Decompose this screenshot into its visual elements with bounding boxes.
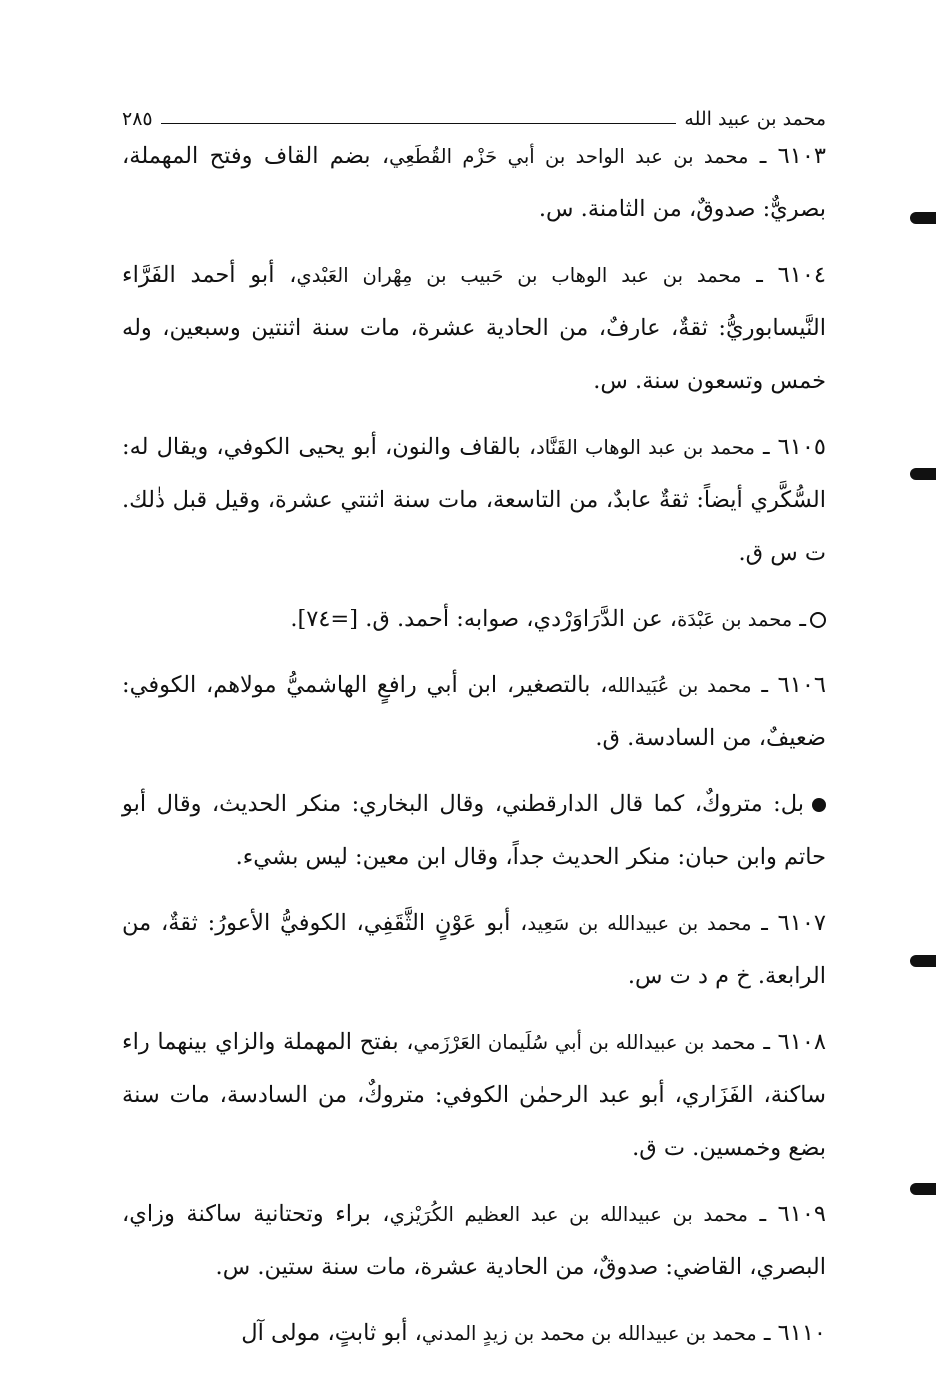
entry-name: محمد بن عبيدالله بن سَعِيد: [527, 912, 752, 935]
entry-name: محمد بن عبد الواحد بن أبي حَزْم القُطَعِي: [389, 145, 749, 168]
entry-text: ، أبو ثابتٍ، مولى آل: [241, 1320, 422, 1346]
scan-edge-mark: [910, 955, 936, 967]
scan-edge-mark: [910, 212, 936, 224]
entry-name: محمد بن عُبَيدالله: [607, 674, 752, 697]
entry-name: محمد بن عبيدالله بن أبي سُلَيمان العَرْزَمي: [413, 1031, 756, 1054]
entry-name: محمد بن عَبْدَة: [677, 608, 793, 631]
entry-text: ، براء وتحتانية ساكنة وزاي، البصري، القاضي: صدوقٌ، من الحادية عشرة، مات سنة ستين. س.: [122, 1201, 826, 1280]
entry-unnumbered-abdah: [122, 593, 826, 646]
entry-number: ٦١٠٦ ـ: [761, 672, 827, 698]
entry-text: ، بضم القاف وفتح المهملة، بصريٌّ: صدوقٌ، من الثامنة. س.: [122, 143, 826, 222]
entry-6109: [122, 1188, 826, 1294]
entry-number: ٦١٠٨ ـ: [763, 1029, 827, 1055]
editor-note: [122, 778, 826, 884]
entry-6110: [122, 1307, 826, 1360]
book-page: [122, 96, 826, 1373]
running-title: محمد بن عبيد الله: [684, 108, 826, 130]
entry-name: محمد بن عبيدالله بن محمد بن زيدٍ المدني: [421, 1322, 757, 1345]
entry-number: ٦١٠٥ ـ: [763, 434, 827, 460]
entry-text: ، بفتح المهملة والزاي بينهما راء ساكنة، الفَزَاري، أبو عبد الرحمٰن الكوفي: متروكٌ، من السادسة، مات سنة بضع وخمسين. ت ق.: [122, 1029, 826, 1161]
filled-bullet-icon: [812, 798, 826, 812]
entry-6103: [122, 130, 826, 236]
page-header: [122, 96, 826, 130]
entry-name: محمد بن عبد الوهاب بن حَبيب بن مِهْران العَبْدي: [296, 264, 742, 287]
scan-edge-mark: [910, 468, 936, 480]
entry-6108: [122, 1016, 826, 1175]
entry-6107: [122, 897, 826, 1003]
entry-6106: [122, 659, 826, 765]
entry-text: ، بالقاف والنون، أبو يحيى الكوفي، ويقال له: السُّكَّري أيضاً: ثقةٌ عابدٌ، من التاسعة، مات سنة اثنتي عشرة، وقيل قبل ذٰلك. ت س ق.: [122, 434, 826, 566]
header-rule: [161, 123, 677, 124]
entry-text: ، عن الدَّرَاوَرْدي، صوابه: أحمد. ق. [=٧٤].: [290, 606, 678, 632]
entry-number: ٦١٠٣ ـ: [759, 143, 826, 169]
entry-text: ، بالتصغير، ابن أبي رافعٍ الهاشميُّ مولاهم، الكوفي: ضعيفٌ، من السادسة. ق.: [122, 672, 826, 751]
entry-text: ، أبو عَوْنٍ الثَّقَفِي، الكوفيُّ الأعورُ: ثقةٌ، من الرابعة. خ م د ت س.: [122, 910, 826, 989]
entry-number: ٦١٠٤ ـ: [756, 262, 826, 288]
hollow-circle-icon: [810, 612, 826, 628]
scan-edge-mark: [910, 1183, 936, 1195]
entry-number: ـ: [799, 606, 806, 632]
entry-name: محمد بن عبد الوهاب القَنَّاد: [536, 436, 755, 459]
note-text: بل: متروكٌ، كما قال الدارقطني، وقال البخاري: منكر الحديث، وقال أبو حاتم وابن حبان: منكر الحديث جداً، وقال ابن معين: ليس بشيء.: [122, 791, 826, 870]
entry-6104: [122, 249, 826, 408]
page-number: ٢٨٥: [122, 108, 153, 130]
entry-name: محمد بن عبيدالله بن عبد العظيم الكُرَيْزي: [389, 1203, 748, 1226]
entry-6105: [122, 421, 826, 580]
entry-number: ٦١٠٧ ـ: [761, 910, 826, 936]
entry-number: ٦١١٠ ـ: [763, 1320, 826, 1346]
entry-text: ، أبو أحمد الفَرَّاء النَّيسابوريُّ: ثقةٌ، عارفٌ، من الحادية عشرة، مات سنة اثنتين وسبعين، وله خمس وتسعون سنة. س.: [122, 262, 826, 394]
entry-number: ٦١٠٩ ـ: [759, 1201, 826, 1227]
